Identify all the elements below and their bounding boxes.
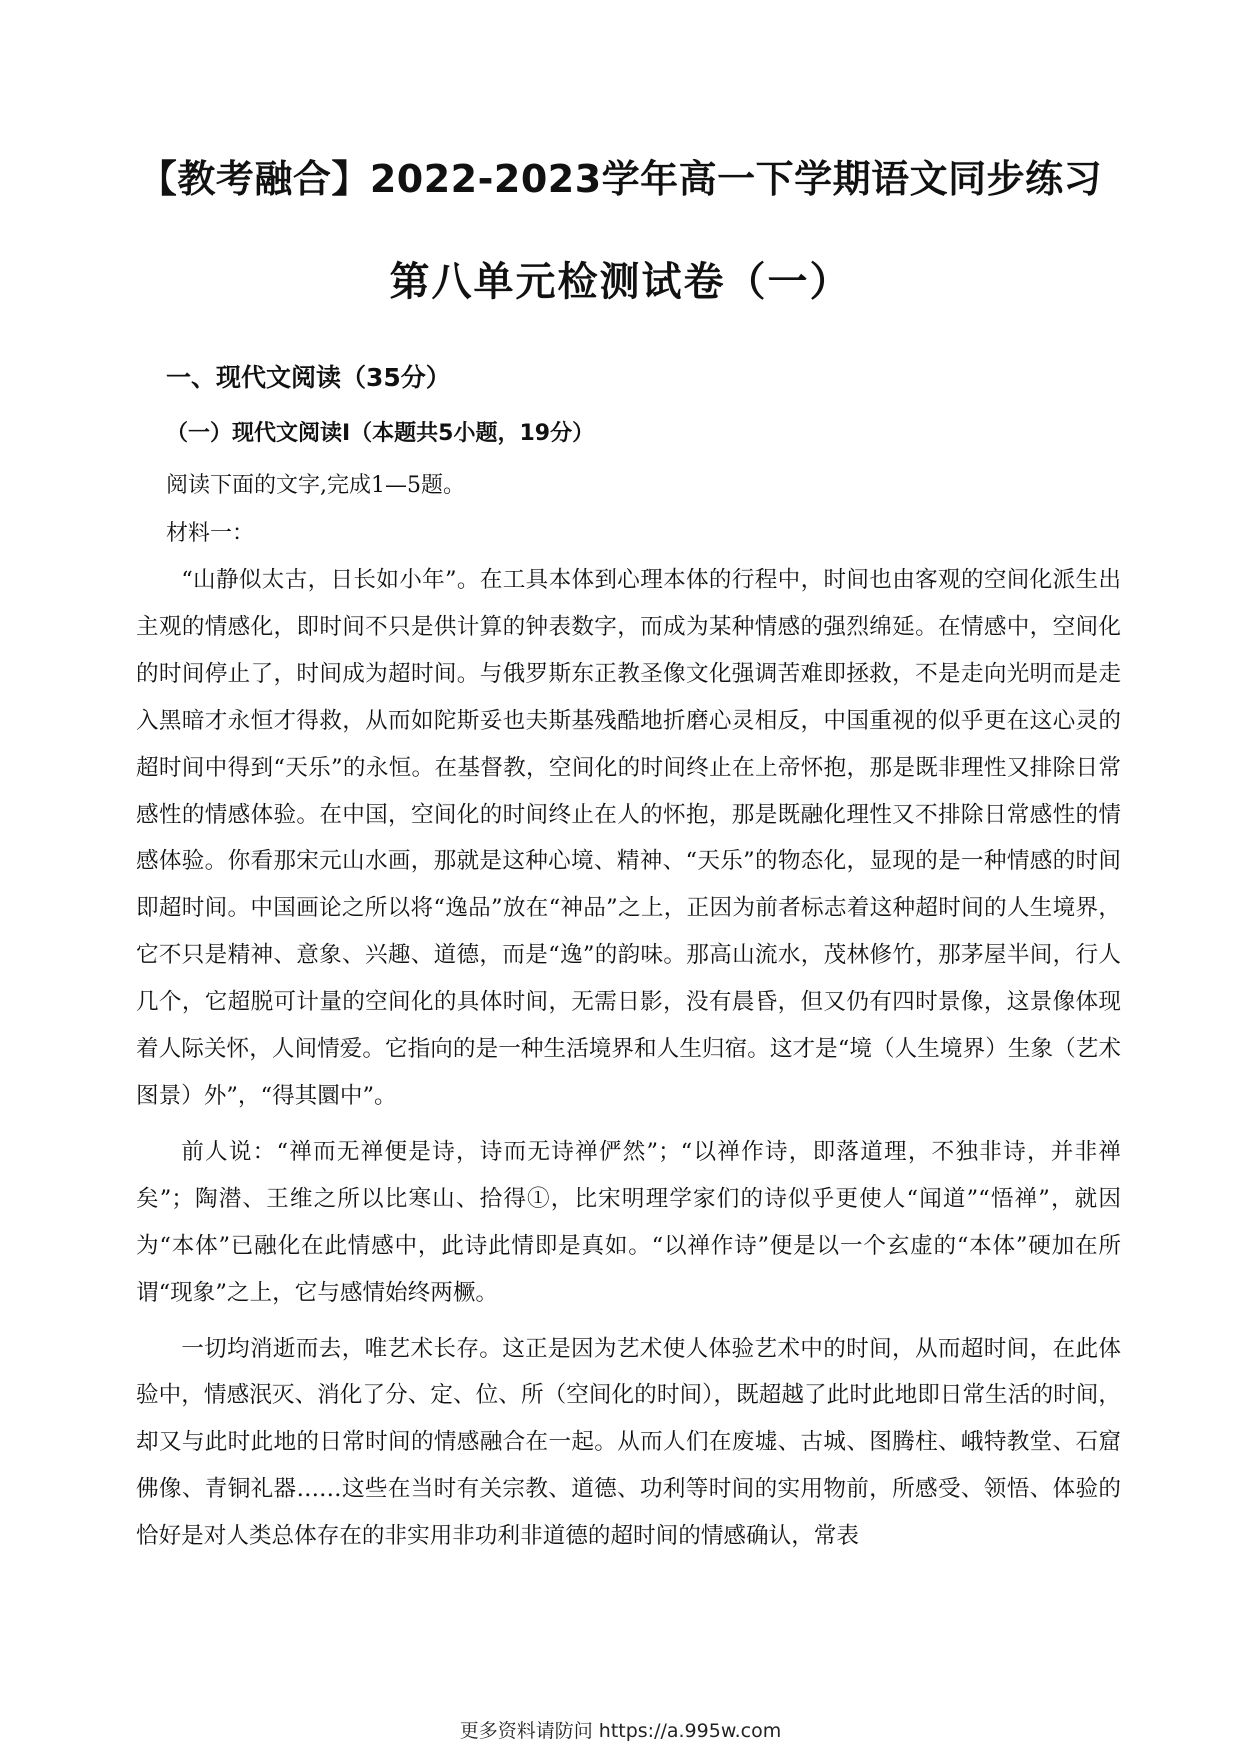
- material-label: 材料一：: [166, 521, 255, 546]
- section-subheading: （一）现代文阅读Ⅰ（本题共5小题，19分）: [166, 421, 595, 446]
- document-subtitle: 第八单元检测试卷（一）: [389, 259, 852, 305]
- reading-instruction: 阅读下面的文字,完成1—5题。: [166, 473, 465, 498]
- passage-paragraph: 前人说：“禅而无禅便是诗，诗而无诗禅俨然”；“以禅作诗，即落道理，不独非诗，并非禅矣”；陶潜、王维之所以比寒山、拾得①，比宋明理学家们的诗似乎更使人“闻道”“悟禅”，就因为“本体”已融化在此情感中，此诗此情即是真如。“以禅作诗”便是以一个玄虚的“本体”硬加在所谓“现象”之上，它与感情始终两橛。: [136, 1138, 1121, 1306]
- passage-body: [136, 557, 1121, 1560]
- footer-link[interactable]: 更多资料请防问 https://a.995w.com: [459, 1720, 782, 1742]
- passage-paragraph: “山静似太古，日长如小年”。在工具本体到心理本体的行程中，时间也由客观的空间化派生出主观的情感化，即时间不只是供计算的钟表数字，而成为某种情感的强烈绵延。在情感中，空间化的时间停止了，时间成为超时间。与俄罗斯东正教圣像文化强调苦难即拯救，不是走向光明而是走入黑暗才永恒才得救，从而如陀斯妥也夫斯基残酷地折磨心灵相反，中国重视的似乎更在这心灵的超时间中得到“天乐”的永恒。在基督教，空间化的时间终止在上帝怀抱，那是既非理性又排除日常感性的情感体验。在中国，空间化的时间终止在人的怀抱，那是既融化理性又不排除日常感性的情感体验。你看那宋元山水画，那就是这种心境、精神、“天乐”的物态化，显现的是一种情感的时间即超时间。中国画论之所以将“逸品”放在“神品”之上，正因为前者标志着这种超时间的人生境界，它不只是精神、意象、兴趣、道德，而是“逸”的韵味。那高山流水，茂林修竹，那茅屋半间，行人几个，它超脱可计量的空间化的具体时间，无需日影，没有晨昏，但又仍有四时景像，这景像体现着人际关怀，人间情爱。它指向的是一种生活境界和人生归宿。这才是“境（人生境界）生象（艺术图景）外”，“得其圜中”。: [136, 567, 1121, 1109]
- passage-paragraph: 一切均消逝而去，唯艺术长存。这正是因为艺术使人体验艺术中的时间，从而超时间，在此体验中，情感泯灭、消化了分、定、位、所（空间化的时间），既超越了此时此地即日常生活的时间，却又与此时此地的日常时间的情感融合在一起。从而人们在废墟、古城、图腾柱、峨特教堂、石窟佛像、青铜礼器……这些在当时有关宗教、道德、功利等时间的实用物前，所感受、领悟、体验的恰好是对人类总体存在的非实用非功利非道德的超时间的情感确认，常表: [136, 1335, 1121, 1550]
- section-heading: 一、现代文阅读（35分）: [166, 363, 451, 392]
- document-title: 【教考融合】2022-2023学年高一下学期语文同步练习: [138, 157, 1103, 201]
